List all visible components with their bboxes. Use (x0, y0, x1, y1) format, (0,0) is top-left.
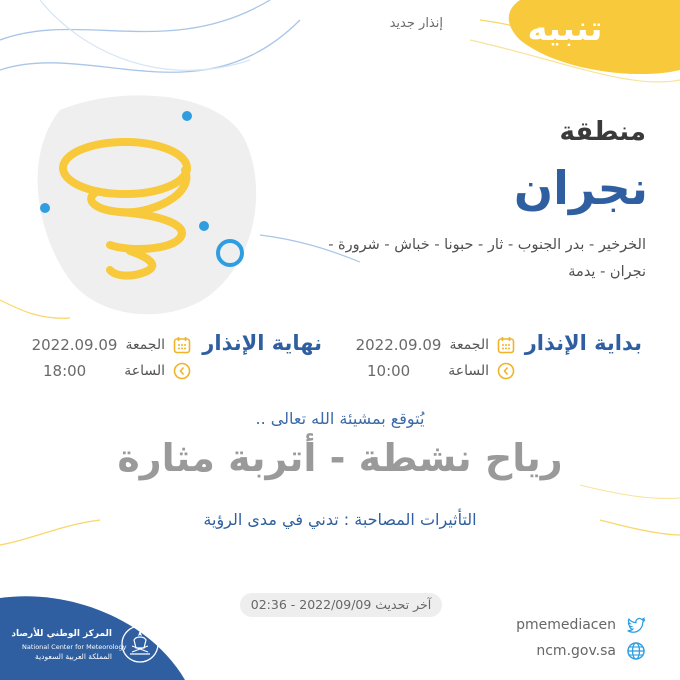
end-time-label: الساعة (124, 363, 165, 379)
start-time-row (367, 362, 515, 380)
start-date: 2022.09.09 (355, 336, 442, 354)
website-link[interactable] (536, 641, 646, 661)
logo-english-name: National Center for Meteorology (22, 643, 127, 651)
alert-type: إنذار جديد (389, 16, 443, 31)
twitter-icon (626, 615, 646, 635)
website-url: ncm.gov.sa (536, 643, 616, 659)
end-day: الجمعة (125, 337, 165, 353)
forecast-intro: يُتوقع بمشيئة الله تعالى .. (255, 409, 425, 428)
region-name: نجران (513, 161, 648, 215)
twitter-handle: pmemediacen (516, 617, 616, 633)
logo-country: المملكة العربية السعودية (35, 652, 112, 661)
clock-icon (173, 362, 191, 380)
end-date-row (32, 336, 191, 354)
region-label: منطقة (559, 117, 646, 147)
calendar-icon (497, 336, 515, 354)
calendar-icon (173, 336, 191, 354)
end-date: 2022.09.09 (31, 336, 118, 354)
twitter-link[interactable] (516, 615, 646, 635)
logo-arabic-name: المركز الوطني للأرصاد (11, 629, 112, 639)
forecast-headline: رياح نشطة - أتربة مثارة (117, 436, 563, 480)
affected-areas: الخرخير - بدر الجنوب - ثار - حبونا - خباش - شرورة - نجران - يدمة (328, 237, 646, 280)
end-time: 18:00 (42, 362, 87, 380)
end-title: نهاية الإنذار (202, 331, 322, 355)
start-title: بداية الإنذار (524, 331, 642, 355)
start-time-label: الساعة (448, 363, 489, 379)
last-update: آخر تحديث 2022/09/09 - 02:36 (240, 593, 442, 617)
start-date-row (356, 336, 515, 354)
clock-icon (497, 362, 515, 380)
forecast-effects: التأثيرات المصاحبة : تدني في مدى الرؤية (203, 510, 477, 529)
end-time-row (43, 362, 191, 380)
start-time: 10:00 (366, 362, 411, 380)
start-day: الجمعة (449, 337, 489, 353)
alert-badge: تنبيه (527, 9, 603, 49)
globe-icon (626, 641, 646, 661)
